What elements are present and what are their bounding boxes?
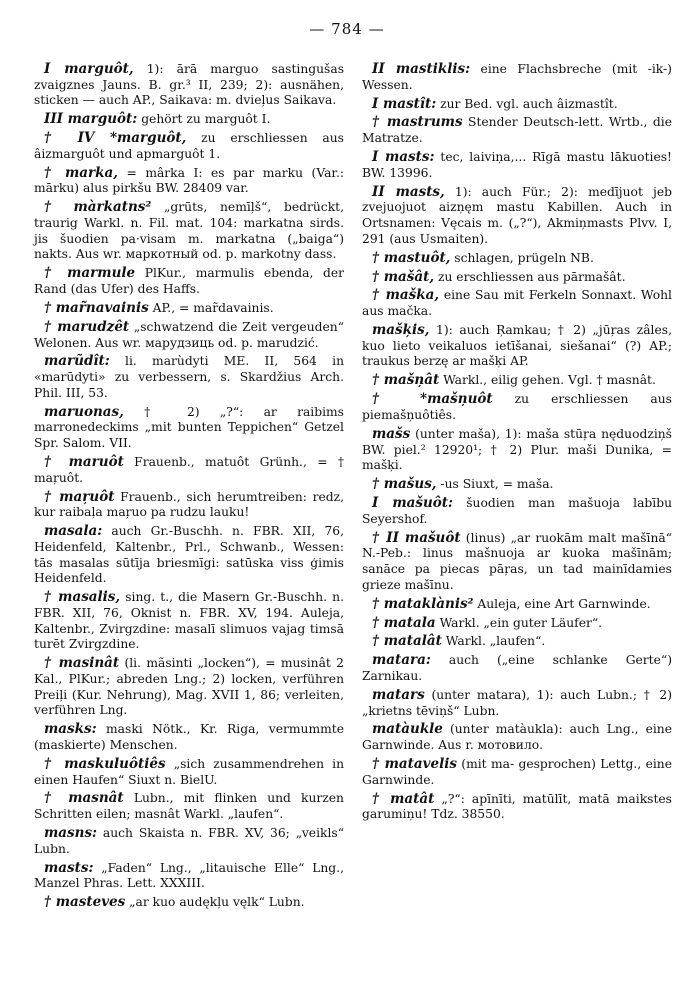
entry-headword: † maskuluôtiês bbox=[44, 755, 166, 772]
entry-headword: † matala bbox=[372, 614, 436, 631]
dictionary-entry bbox=[362, 616, 672, 632]
entry-headword: † masteves bbox=[44, 894, 126, 911]
entry-headword: † mastuôt, bbox=[372, 249, 451, 266]
entry-text: (unter matara), 1): auch Lubn.; † 2) „krietns tēviņš“ Lubn. bbox=[362, 687, 672, 718]
entry-text: zu erschliessen aus piemašņuôtiês. bbox=[362, 392, 672, 422]
page-number: — 784 — bbox=[309, 20, 385, 38]
entry-text: „Faden“ Lng., „litauische Elle“ Lng., Manzel Phras. Lett. XXXIII. bbox=[34, 860, 344, 891]
entry-headword: † marudzêt bbox=[44, 318, 130, 335]
entry-headword: masala: bbox=[44, 523, 103, 540]
dictionary-entry bbox=[34, 722, 344, 753]
entry-headword: † maŗuôt bbox=[44, 488, 115, 505]
entry-headword: † IV *marguôt, bbox=[44, 130, 187, 147]
dictionary-entry bbox=[34, 166, 344, 197]
dictionary-entry bbox=[34, 301, 344, 317]
entry-text: gehört zu marguôt I. bbox=[137, 112, 271, 127]
entry-text: sing. t., die Masern Gr.-Buschh. n. FBR. XII, 76, Oknist n. FBR. XV, 194. Auleja, Kaltenbr., Zvirgzdine: masalī slimuos vajag timsā turēt Zvirgzdine. bbox=[34, 590, 344, 652]
entry-text: li. marùdyti ME. II, 564 in «marūdyti» zu verbessern, s. Skardžius Arch. Phil. III, 53. bbox=[34, 354, 344, 400]
entry-headword: marũdît: bbox=[44, 353, 110, 370]
dictionary-entry bbox=[362, 722, 672, 753]
entry-text: „ar kuo audękļu vęlk“ Lubn. bbox=[125, 895, 305, 910]
entry-text: „grūts, nemīļš“, bedrückt, traurig Warkl. n. Fil. mat. 104: markatna sirds. jis šuodien pa·visam m. markatna („baiga“) nakts. Aus wr. маркотный od. p. markotny dass. bbox=[34, 200, 344, 262]
entry-text: Stender Deutsch-lett. Wrtb., die Matratze. bbox=[362, 115, 672, 146]
entry-headword: † masnât bbox=[44, 790, 124, 807]
dictionary-entry bbox=[34, 490, 344, 521]
entry-text: šuodien man mašuoja labību Seyershof. bbox=[362, 496, 673, 526]
entry-headword: † *mašņuôt bbox=[372, 391, 493, 408]
entry-headword: † mašus, bbox=[372, 476, 437, 493]
dictionary-entry bbox=[34, 131, 344, 162]
entry-text: zur Bed. vgl. auch âizmastît. bbox=[436, 96, 618, 111]
entry-headword: masns: bbox=[44, 825, 98, 842]
entry-text: (li. mãsinti „locken“), = musinât 2 Kal., PlKur.; abreden Lng.; 2) locken, verführen Preiļi (Kur. Nehrung), Mag. XVII 1, 86; verleiten, verführen Lng. bbox=[34, 656, 344, 718]
entry-headword: maruonas, bbox=[44, 403, 124, 420]
entry-headword: I mašuôt: bbox=[372, 495, 453, 512]
entry-headword: † masalis, bbox=[44, 589, 121, 606]
entry-text: (unter maša), 1): maša stūŗa nęduodziņš BW. piel.² 12920¹; † 2) Plur. maši Dunika, = mašķi. bbox=[362, 426, 672, 473]
entry-text: maski Nötk., Kr. Riga, vermummte (maskierte) Menschen. bbox=[34, 722, 344, 752]
entry-text: eine Flachsbreche (mit -ik-) Wessen. bbox=[362, 62, 672, 92]
entry-headword: II mastiklis: bbox=[372, 61, 471, 77]
dictionary-entry bbox=[362, 427, 672, 474]
dictionary-entry bbox=[34, 895, 344, 911]
dictionary-entry bbox=[34, 200, 344, 263]
dictionary-entry bbox=[34, 320, 344, 351]
dictionary-entry bbox=[34, 524, 344, 587]
entry-text: † 2) „?“: ar raibims marronedeckims „mit bunten Teppichen“ Getzel Spr. Salom. VII. bbox=[34, 404, 344, 451]
dictionary-entry bbox=[34, 455, 344, 486]
entry-text: Lubn., mit flinken und kurzen Schritten eilen; masnât Warkl. „laufen“. bbox=[34, 791, 344, 822]
dictionary-entry bbox=[362, 688, 672, 719]
entry-text: (mit ma- gesprochen) Lettg., eine Garnwinde. bbox=[362, 757, 672, 787]
dictionary-entry bbox=[362, 62, 672, 93]
dictionary-entry bbox=[362, 531, 672, 594]
dictionary-entry bbox=[362, 634, 672, 650]
entry-headword: † II mašuôt bbox=[372, 529, 461, 546]
entry-headword: † matavelis bbox=[372, 756, 457, 773]
entry-headword: I masts: bbox=[372, 149, 435, 166]
entry-text: tec, laiviņa,... Rīgā mastu lākuoties! BW. 13996. bbox=[362, 150, 672, 180]
entry-headword: masts: bbox=[44, 859, 94, 876]
dictionary-entry bbox=[362, 653, 672, 684]
entry-headword: II masts, bbox=[372, 183, 445, 200]
entry-text: 1): ārā marguo sastingušas zvaigznes Jauns. B. gr.³ II, 239; 2): ausnähen, sticken — auch AP., Saikava: m. dvieļus Saikava. bbox=[34, 62, 345, 108]
entry-text: 1): auch Für.; 2): medījuot jeb zvejuojuot aizņęm mastu Kabillen. Auch in Ortsnamen: Vęcais m. („?“), Akmiņmasts Plvv. I, 291 (aus Usmaiten). bbox=[362, 184, 672, 246]
dictionary-entry bbox=[34, 112, 344, 128]
entry-headword: matara: bbox=[372, 652, 431, 669]
entry-headword: † matalât bbox=[372, 633, 442, 650]
dictionary-entry bbox=[362, 270, 672, 286]
entry-headword: † mašât, bbox=[372, 268, 435, 285]
entry-text: auch Skaista n. FBR. XV, 36; „veikls“ Lubn. bbox=[34, 826, 344, 856]
dictionary-entry bbox=[34, 62, 344, 109]
dictionary-entry bbox=[34, 826, 344, 857]
entry-text: zu erschliessen aus pārmašât. bbox=[434, 269, 626, 284]
entry-headword: III marguôt: bbox=[44, 111, 138, 128]
entry-headword: † mataklànis² bbox=[372, 595, 474, 612]
entry-headword: † matât bbox=[372, 790, 435, 807]
entry-text: (unter matàukla): auch Lng., eine Garnwinde. Aus r. мотовило. bbox=[362, 722, 672, 753]
entry-text: -us Siuxt, = maša. bbox=[436, 477, 554, 492]
entry-text: Frauenb., matuôt Grünh., = † maŗuôt. bbox=[34, 455, 344, 485]
entry-text: „schwatzend die Zeit vergeuden“ Welonen. Aus wr. марудзиць od. p. marudzić. bbox=[34, 319, 344, 350]
entry-headword: † mašņât bbox=[372, 372, 440, 389]
entry-headword: I marguôt, bbox=[44, 61, 134, 77]
entry-text: eine Sau mit Ferkeln Sonnaxt. Wohl aus mačka. bbox=[362, 288, 672, 319]
dictionary-entry bbox=[362, 373, 672, 389]
dictionary-entry bbox=[34, 266, 344, 297]
entry-headword: mašķis, bbox=[372, 322, 430, 339]
entry-text: 1): auch Ŗamkau; † 2) „jūŗas zâles, kuo lieto veikaluos ietīšanai, siešanai“ (?) AP.; traukus berzę ar mašķi AP. bbox=[362, 323, 672, 369]
entry-headword: † màrkatns² bbox=[44, 199, 152, 216]
dictionary-entry bbox=[34, 757, 344, 788]
entry-text: Auleja, eine Art Garnwinde. bbox=[473, 596, 651, 611]
entry-text: Warkl. „ein guter Läufer“. bbox=[435, 615, 603, 630]
dictionary-entry bbox=[362, 757, 672, 788]
dictionary-entry bbox=[34, 590, 344, 653]
entry-text: = mârka I: es par marku (Var.: mārku) alus pirkšu BW. 28409 var. bbox=[34, 165, 344, 196]
dictionary-entry bbox=[362, 150, 672, 181]
dictionary-entry bbox=[362, 392, 672, 423]
entry-headword: † mar̃navainis bbox=[44, 299, 149, 316]
dictionary-entry bbox=[362, 251, 672, 267]
dictionary-entry bbox=[362, 597, 672, 613]
dictionary-entry bbox=[34, 861, 344, 892]
entry-text: „?“: apīnīti, matūlīt, matā maikstes garumiņu! Tdz. 38550. bbox=[362, 791, 672, 822]
right-column bbox=[362, 62, 672, 826]
entry-text: zu erschliessen aus âizmarguôt und apmarguôt 1. bbox=[34, 131, 344, 161]
entry-headword: † maruôt bbox=[44, 454, 124, 471]
dictionary-entry bbox=[34, 791, 344, 822]
entry-headword: † masinât bbox=[44, 655, 120, 672]
dictionary-entry bbox=[34, 656, 344, 719]
entry-headword: † marmule bbox=[44, 265, 136, 282]
entry-text: Frauenb., sich herumtreiben: redz, kur raibaļa maŗuo pa rudzu lauku! bbox=[34, 489, 345, 520]
entry-text: auch Gr.-Buschh. n. FBR. XII, 76, Heidenfeld, Kaltenbr., Prl., Schwanb., Wessen: tās masalas sūtīja briesmīgi: satūska viss ģimis Heidenfeld. bbox=[34, 524, 344, 586]
entry-headword: I mastît: bbox=[372, 95, 437, 112]
entry-text: (linus) „ar ruokām malt mašīnā“ N.-Peb.: linus mašnuoja ar kuoka mašīnām; sanāce pa piecas pāŗas, un tad mainīdamies grieze mašīnu. bbox=[362, 530, 672, 592]
dictionary-entry bbox=[34, 405, 344, 452]
dictionary-entry bbox=[362, 185, 672, 248]
entry-text: AP., = mar̃davainis. bbox=[148, 300, 274, 315]
entry-headword: mašs bbox=[372, 425, 411, 442]
entry-headword: matars bbox=[372, 686, 425, 703]
entry-text: Warkl., eilig gehen. Vgl. † masnât. bbox=[439, 373, 656, 388]
entry-text: auch („eine schlanke Gerte“) Zarnikau. bbox=[362, 653, 672, 683]
dictionary-entry bbox=[362, 496, 672, 527]
entry-text: Warkl. „laufen“. bbox=[441, 634, 546, 649]
entry-text: schlagen, prügeln NB. bbox=[450, 250, 594, 265]
entry-headword: † marka, bbox=[44, 164, 118, 181]
dictionary-entry bbox=[362, 477, 672, 493]
entry-headword: † maška, bbox=[372, 287, 440, 304]
dictionary-entry bbox=[362, 97, 672, 113]
left-column bbox=[34, 62, 344, 914]
dictionary-entry bbox=[34, 354, 344, 401]
entry-headword: † mastrums bbox=[372, 114, 463, 131]
dictionary-entry bbox=[362, 115, 672, 146]
entry-text: „sich zusammendrehen in einen Haufen“ Siuxt n. BielU. bbox=[34, 756, 345, 787]
dictionary-entry bbox=[362, 323, 672, 370]
dictionary-entry bbox=[362, 792, 672, 823]
entry-headword: masks: bbox=[44, 721, 97, 738]
entry-headword: matàukle bbox=[372, 721, 443, 738]
entry-text: PlKur., marmulis ebenda, der Rand (das Ufer) des Haffs. bbox=[34, 266, 344, 297]
dictionary-entry bbox=[362, 288, 672, 319]
